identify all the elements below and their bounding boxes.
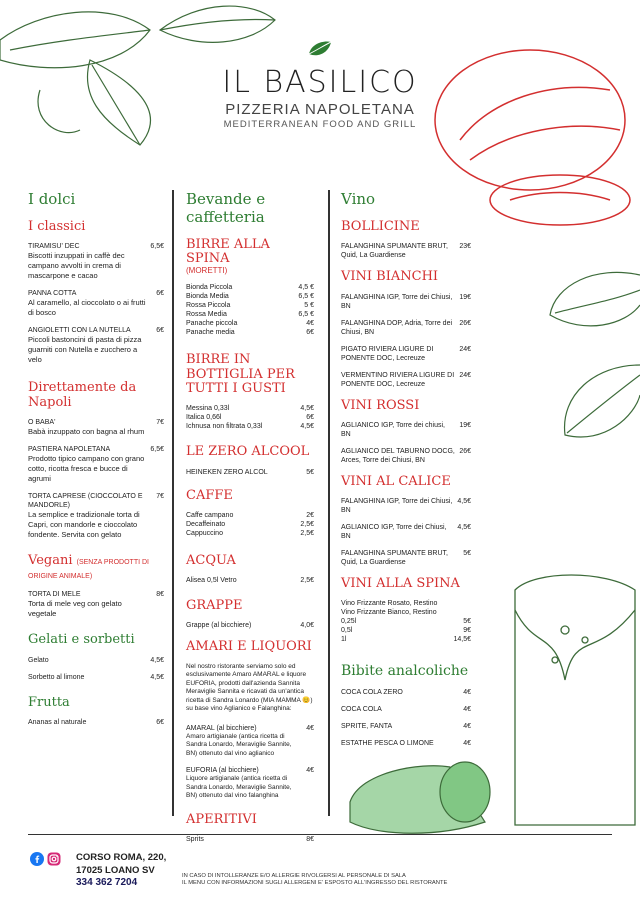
- menu-item: Panache piccola 4€: [186, 320, 314, 328]
- amari-intro: Nel nostro ristorante serviamo solo ed esclusivamente Amaro AMARAL e liquore EUFORIA, prodotti dall'azienda Sannita Meraviglie Sannita e ricavati da un'antica ricetta di Sandra Lonardo (MIA MAMMA 😊) su base vino Aglianico e Falanghina:: [186, 662, 313, 713]
- menu-item: TIRAMISU' DEC Biscotti inzuppati in caffè dec campano avvolti in crema di mascarpone e cacao 6,5€: [28, 243, 164, 281]
- menu-item: Sprits 8€: [186, 836, 314, 844]
- phone-number[interactable]: 334 362 7204: [76, 877, 138, 888]
- section-title: AMARI E LIQUORI: [186, 639, 312, 655]
- menu-item: EUFORIA (al bicchiere) Liquore artigianale (antica ricetta di Sandra Lonardo, Meraviglie Sannite, BN) ottenuto dal vino falanghina 4€: [186, 767, 314, 800]
- menu-item: FALANGHINA IGP, Torre dei Chiusi, BN 19€: [341, 293, 471, 310]
- menu-item: O BABA' Babà inzuppato con bagna al rhum 7€: [28, 418, 164, 436]
- section-title: BIRRE IN BOTTIGLIA PER TUTTI I GUSTI: [186, 352, 295, 396]
- brand-subtitle: PIZZERIA NAPOLETANA: [225, 101, 415, 118]
- menu-item: Ichnusa non filtrata 0,33l 4,5€: [186, 423, 314, 431]
- wine-line: Vino Frizzante Bianco, Restino: [341, 609, 437, 617]
- section-title: Vegani (SENZA PRODOTTI DI ORIGINE ANIMALE): [28, 552, 149, 581]
- menu-item: PANNA COTTA Al caramello, al cioccolato o ai frutti di bosco 6€: [28, 290, 164, 318]
- section-title: Direttamente da Napoli: [28, 380, 137, 410]
- menu-item: Italica 0,66l 6€: [186, 414, 314, 422]
- social-links: [30, 852, 61, 866]
- menu-item: COCA COLA 4€: [341, 705, 471, 713]
- menu-item: TORTA DI MELE Torta di mele veg con gelato vegetale 8€: [28, 591, 164, 619]
- wine-line: Vino Frizzante Rosato, Restino: [341, 600, 438, 608]
- facebook-icon[interactable]: [30, 852, 44, 866]
- menu-item: Alisea 0,5l Vetro 2,5€: [186, 577, 314, 585]
- menu-item: PIGATO RIVIERA LIGURE DI PONENTE DOC, Lecreuze 24€: [341, 345, 471, 362]
- menu-item: FALANGHINA SPUMANTE BRUT, Quid, La Guardiense 5€: [341, 550, 471, 567]
- section-title: APERITIVI: [186, 811, 257, 827]
- wine-column: [341, 190, 471, 756]
- desserts-column: [28, 190, 164, 735]
- menu-item: AGLIANICO DEL TABURNO DOCG, Arces, Torre dei Chiusi, BN 26€: [341, 447, 471, 464]
- menu-item: FALANGHINA IGP, Torre dei Chiusi, BN 4,5€: [341, 498, 471, 515]
- menu-item: Cappuccino 2,5€: [186, 529, 314, 537]
- menu-item: HEINEKEN ZERO ALCOL 5€: [186, 468, 314, 476]
- column-title: I dolci: [28, 190, 76, 208]
- section-title: Gelati e sorbetti: [28, 632, 135, 648]
- cork-illustration: [340, 742, 500, 842]
- column-divider: [172, 190, 174, 816]
- section-title: VINI ROSSI: [341, 397, 420, 413]
- menu-item: Ananas al naturale 6€: [28, 719, 164, 727]
- menu-item: Rossa Media 6,5 €: [186, 311, 314, 319]
- brand-logo: [0, 40, 640, 130]
- section-title: I classici: [28, 219, 86, 234]
- column-title: Bevande e caffetteria: [186, 190, 266, 226]
- menu-item: COCA COLA ZERO 4€: [341, 688, 471, 696]
- menu-item: Gelato 4,5€: [28, 656, 164, 664]
- menu-item: Sorbetto al limone 4,5€: [28, 673, 164, 681]
- menu-item: AGLIANICO IGP, Torre dei Chiusi, BN 4,5€: [341, 524, 471, 541]
- menu-item: Decaffeinato 2,5€: [186, 520, 314, 528]
- menu-item: Messina 0,33l 4,5€: [186, 405, 314, 413]
- column-title: Vino: [341, 190, 376, 208]
- beer-glass-illustration: [495, 570, 640, 830]
- menu-item: FALANGHINA DOP, Adria, Torre dei Chiusi, BN 26€: [341, 319, 471, 336]
- menu-item: TORTA CAPRESE (CIOCCOLATO E MANDORLE) La semplice e tradizionale torta di Capri, con mandorle e cioccolato fondente. Servita con gelato 7€: [28, 492, 164, 539]
- menu-item: AGLIANICO IGP, Torre dei chiusi, BN 19€: [341, 421, 471, 438]
- section-title: LE ZERO ALCOOL: [186, 444, 310, 460]
- menu-item: Bionda Piccola 4,5 €: [186, 284, 314, 292]
- footer-divider: [28, 834, 612, 835]
- allergen-notice: IN CASO DI INTOLLERANZE E/O ALLERGIE RIVOLGERSI AL PERSONALE DI SALA IL MENU CON INFORMAZIONI SUGLI ALLERGENI E' ESPOSTO ALL'INGRESSO DEL RISTORANTE: [182, 873, 448, 886]
- menu-item: FALANGHINA SPUMANTE BRUT, Quid, La Guardiense 23€: [341, 243, 471, 260]
- section-title: BIRRE ALLA SPINA (MORETTI): [186, 237, 270, 275]
- menu-item: ESTATHE PESCA O LIMONE 4€: [341, 739, 471, 747]
- menu-item: VERMENTINO RIVIERA LIGURE DI PONENTE DOC, Lecreuze 24€: [341, 371, 471, 388]
- menu-item: 0,5l 9€: [341, 627, 471, 635]
- menu-item: Grappe (al bicchiere) 4,0€: [186, 622, 314, 630]
- column-divider: [328, 190, 330, 816]
- brand-tagline: MEDITERRANEAN FOOD AND GRILL: [223, 119, 417, 130]
- section-title: CAFFE: [186, 487, 233, 503]
- section-title: GRAPPE: [186, 598, 243, 614]
- menu-item: Caffe campano 2€: [186, 511, 314, 519]
- menu-item: AMARAL (al bicchiere) Amaro artigianale (antica ricetta di Sandra Lonardo, Meraviglie Sannite, BN) ottenuto dal vino aglianico 4€: [186, 724, 314, 757]
- section-note: (SENZA PRODOTTI DI ORIGINE ANIMALE): [28, 558, 149, 581]
- section-title: BOLLICINE: [341, 219, 420, 234]
- section-title: Bibite analcoliche: [341, 663, 469, 680]
- section-title: VINI AL CALICE: [341, 473, 451, 489]
- section-title: VINI ALLA SPINA: [341, 576, 460, 592]
- menu-item: ANGIOLETTI CON LA NUTELLA Piccoli bastoncini di pasta di pizza guarniti con Nutella e zucchero a velo 6€: [28, 327, 164, 365]
- section-title: Frutta: [28, 694, 70, 710]
- menu-item: Rossa Piccola 5 €: [186, 302, 314, 310]
- section-title: VINI BIANCHI: [341, 269, 439, 285]
- section-title: ACQUA: [186, 552, 236, 568]
- drinks-column: [186, 190, 314, 852]
- instagram-icon[interactable]: [47, 852, 61, 866]
- address: CORSO ROMA, 220, 17025 LOANO SV: [76, 852, 167, 876]
- menu-item: Bionda Media 6,5 €: [186, 293, 314, 301]
- menu-item: 0,25l 5€: [341, 618, 471, 626]
- menu-item: 1l 14,5€: [341, 636, 471, 644]
- menu-item: SPRITE, FANTA 4€: [341, 722, 471, 730]
- menu-item: PASTIERA NAPOLETANA Prodotto tipico campano con grano cotto, ricotta fresca e bucce di agrumi 6,5€: [28, 445, 164, 483]
- basil-leaf-icon: [307, 40, 333, 58]
- menu-item: Panache media 6€: [186, 329, 314, 337]
- brand-name: IL BASILICO: [222, 65, 418, 100]
- basil-leaves-right-illustration: [545, 265, 640, 465]
